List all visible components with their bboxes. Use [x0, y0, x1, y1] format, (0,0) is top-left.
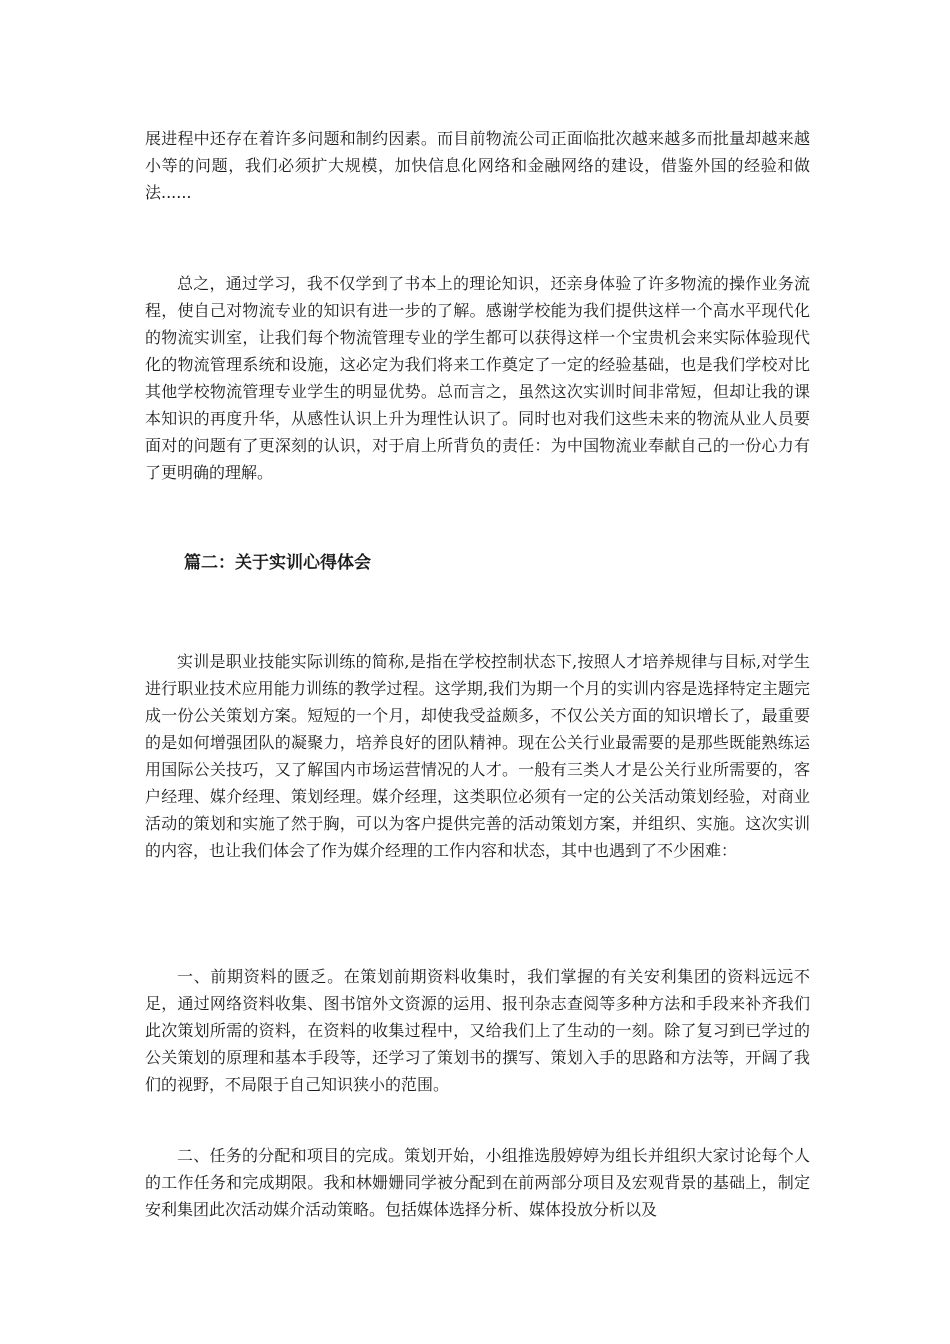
paragraph-training-intro: 实训是职业技能实际训练的简称,是指在学校控制状态下,按照人才培养规律与目标,对学生进行职业技术应用能力训练的教学过程。这学期,我们为期一个月的实训内容是选择特定主题完成一份公关策划方案。短短的一个月，却使我受益颇多，不仅公关方面的知识增长了，最重要的是如何增强团队的凝聚力，培养良好的团队精神。现在公关行业最需要的是那些既能熟练运用国际公关技巧，又了解国内市场运营情况的人才。一般有三类人才是公关行业所需要的，客户经理、媒介经理、策划经理。媒介经理，这类职位必须有一定的公关活动策划经验，对商业活动的策划和实施了然于胸，可以为客户提供完善的活动策划方案，并组织、实施。这次实训的内容，也让我们体会了作为媒介经理的工作内容和状态，其中也遇到了不少困难： [145, 652, 810, 860]
paragraph-point-two: 二、任务的分配和项目的完成。策划开始，小组推选殷婷婷为组长并组织大家讨论每个人的工作任务和完成期限。我和林姗姗同学被分配到在前两部分项目及宏观背景的基础上，制定安利集团此次活动媒介活动策略。包括媒体选择分析、媒体投放分析以及 [145, 1146, 810, 1219]
paragraph-point-one: 一、前期资料的匮乏。在策划前期资料收集时，我们掌握的有关安利集团的资料远远不足，通过网络资料收集、图书馆外文资源的运用、报刊杂志查阅等多种方法和手段来补齐我们此次策划所需的资料，在资料的收集过程中，又给我们上了生动的一刻。除了复习到已学过的公关策划的原理和基本手段等，还学习了策划书的撰写、策划入手的思路和方法等，开阔了我们的视野，不局限于自己知识狭小的范围。 [145, 967, 810, 1094]
section-heading: 篇二：关于实训心得体会 [184, 553, 371, 573]
paragraph-conclusion: 总之，通过学习，我不仅学到了书本上的理论知识，还亲身体验了许多物流的操作业务流程，使自己对物流专业的知识有进一步的了解。感谢学校能为我们提供这样一个高水平现代化的物流实训室，让我们每个物流管理专业的学生都可以获得这样一个宝贵机会来实际体验现代化的物流管理系统和设施，这必定为我们将来工作奠定了一定的经验基础，也是我们学校对比其他学校物流管理专业学生的明显优势。总而言之，虽然这次实训时间非常短，但却让我的课本知识的再度升华，从感性认识上升为理性认识了。同时也对我们这些未来的物流从业人员要面对的问题有了更深刻的认识，对于肩上所背负的责任：为中国物流业奉献自己的一份心力有了更明确的理解。 [145, 274, 810, 482]
paragraph-logistics-issues: 展进程中还存在着许多问题和制约因素。而目前物流公司正面临批次越来越多而批量却越来越小等的问题，我们必须扩大规模，加快信息化网络和金融网络的建设，借鉴外国的经验和做法...... [145, 129, 810, 202]
